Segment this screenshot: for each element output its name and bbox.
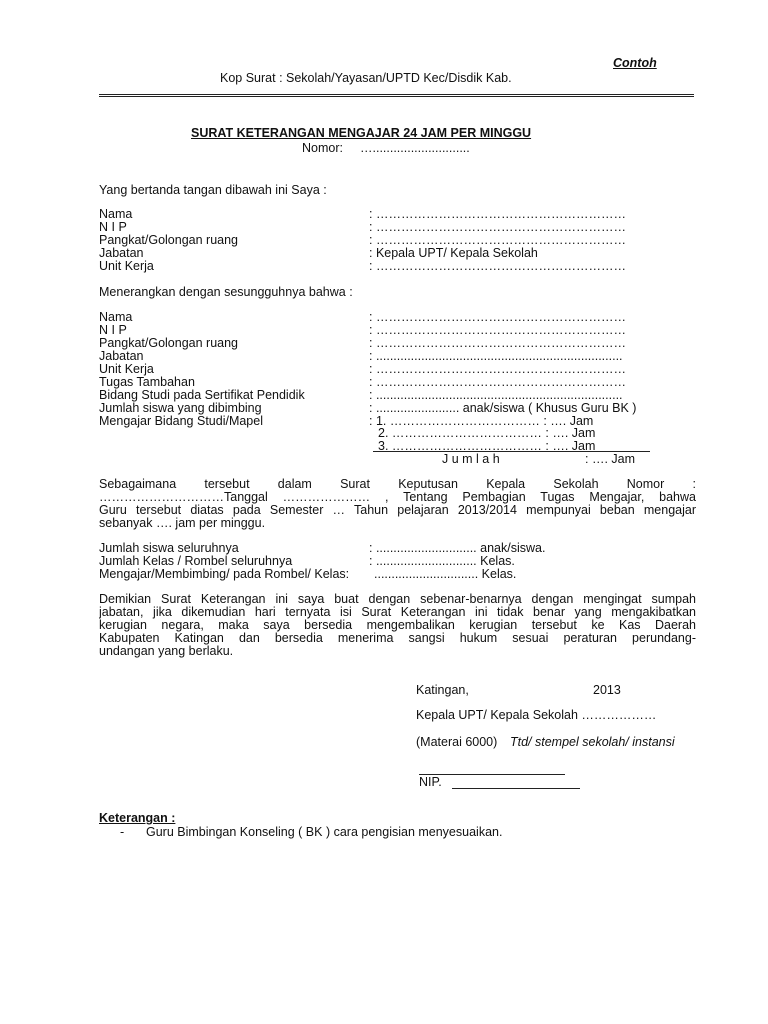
page-title: SURAT KETERANGAN MENGAJAR 24 JAM PER MINGGU: [191, 126, 532, 140]
signature-nip: NIP.: [419, 775, 442, 789]
signature-stamp: Ttd/ stempel sekolah/ instansi: [510, 735, 675, 749]
paragraph-line: …………………………Tanggal ………………… , Tentang Pembagian Tugas Mengajar, bahwa: [99, 491, 696, 504]
field-label: Nama: [99, 310, 133, 324]
jumlah-label: J u m l a h: [442, 452, 500, 466]
header-divider: [99, 94, 694, 97]
field-label: Jumlah siswa seluruhnya: [99, 541, 239, 555]
field-value: : ……………………………………………………: [369, 336, 626, 350]
paragraph-line: kerugian negara, maka saya bersedia mengembalikan kerugian tersebut ke Kas Daerah: [99, 619, 696, 632]
field-value: : .......................................................................: [369, 349, 623, 363]
contoh-label: Contoh: [613, 56, 657, 70]
field-label: Jabatan: [99, 246, 144, 260]
field-value: : .......................................................................: [369, 388, 623, 402]
paragraph-line: jabatan, jika dikemudian hari ternyata isi Surat Keterangan ini tidak benar yang mengakibatkan: [99, 606, 696, 619]
signer-row: [99, 260, 699, 273]
field-value: : 1. ……………………………… : …. Jam: [369, 414, 594, 428]
nomor-label: Nomor:: [302, 141, 343, 155]
intro-text: Yang bertanda tangan dibawah ini Saya :: [99, 183, 327, 197]
field-label: Tugas Tambahan: [99, 375, 195, 389]
keterangan-title: Keterangan :: [99, 811, 176, 825]
paragraph-line: Demikian Surat Keterangan ini saya buat dengan sebenar-benarnya dengan mengingat sumpah: [99, 593, 696, 606]
signature-role: Kepala UPT/ Kepala Sekolah ………………: [416, 708, 657, 722]
nip-line: [452, 788, 580, 789]
field-label: Mengajar/Membimbing/ pada Rombel/ Kelas:: [99, 567, 350, 581]
field-label: Jumlah siswa yang dibimbing: [99, 401, 262, 415]
field-value: : ........................ anak/siswa ( Khusus Guru BK ): [369, 401, 637, 415]
paragraph-line: undangan yang berlaku.: [99, 644, 234, 658]
field-label: Nama: [99, 207, 133, 221]
field-label: Unit Kerja: [99, 259, 154, 273]
bullet-dash: -: [120, 825, 125, 839]
total-row: [99, 568, 699, 581]
paragraph-line: Sebagaimana tersebut dalam Surat Keputusan Kepala Sekolah Nomor :: [99, 478, 696, 491]
signature-year: 2013: [593, 683, 621, 697]
jumlah-value: : …. Jam: [585, 452, 636, 466]
field-value: : ……………………………………………………: [369, 362, 626, 376]
field-value: : ……………………………………………………: [369, 207, 626, 221]
field-value: : Kepala UPT/ Kepala Sekolah: [369, 246, 538, 260]
nomor-value: …............................: [360, 141, 470, 155]
paragraph-line: Kabupaten Katingan dan bersedia menerima sangsi hukum sesuai peraturan perundang-: [99, 632, 696, 645]
field-label: Jabatan: [99, 349, 144, 363]
field-value: : ……………………………………………………: [369, 375, 626, 389]
field-label: Pangkat/Golongan ruang: [99, 336, 238, 350]
field-value: .............................. Kelas.: [374, 567, 517, 581]
field-value: : ……………………………………………………: [369, 323, 626, 337]
mapel-row: 3. ……………………………… : …. Jam: [378, 439, 596, 453]
menerangkan-text: Menerangkan dengan sesungguhnya bahwa :: [99, 285, 353, 299]
signature-materai: (Materai 6000): [416, 735, 498, 749]
field-label: Mengajar Bidang Studi/Mapel: [99, 414, 263, 428]
kop-surat: Kop Surat : Sekolah/Yayasan/UPTD Kec/Disdik Kab.: [220, 71, 512, 85]
field-value: : ……………………………………………………: [369, 233, 626, 247]
field-value: : ............................. anak/siswa.: [369, 541, 546, 555]
field-label: N I P: [99, 220, 127, 234]
mapel-row: 2. ……………………………… : …. Jam: [378, 426, 596, 440]
field-label: Unit Kerja: [99, 362, 154, 376]
signature-place: Katingan,: [416, 683, 469, 697]
field-label: Pangkat/Golongan ruang: [99, 233, 238, 247]
field-value: : ……………………………………………………: [369, 310, 626, 324]
keterangan-item: Guru Bimbingan Konseling ( BK ) cara pengisian menyesuaikan.: [146, 825, 503, 839]
field-label: Jumlah Kelas / Rombel seluruhnya: [99, 554, 293, 568]
field-value: : ............................. Kelas.: [369, 554, 515, 568]
paragraph-line: Guru tersebut diatas pada Semester … Tahun pelajaran 2013/2014 mempunyai beban mengajar: [99, 504, 696, 517]
field-label: N I P: [99, 323, 127, 337]
paragraph-line: sebanyak …. jam per minggu.: [99, 516, 266, 530]
field-label: Bidang Studi pada Sertifikat Pendidik: [99, 388, 305, 402]
field-value: : ……………………………………………………: [369, 220, 626, 234]
field-value: : ……………………………………………………: [369, 259, 626, 273]
